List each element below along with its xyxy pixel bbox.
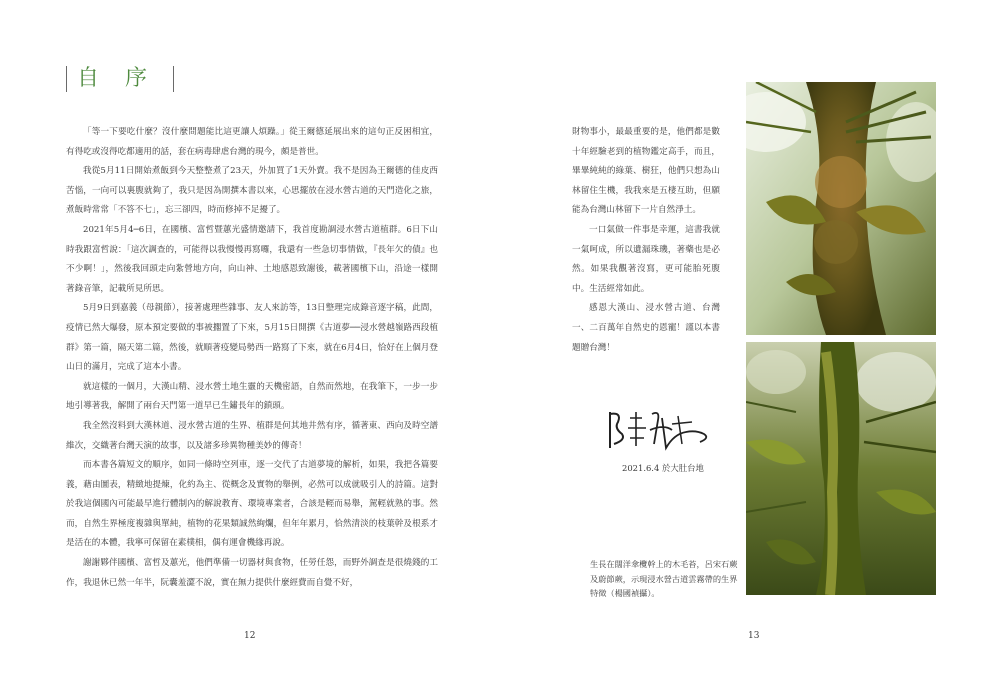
paragraph: 財物事小，最最重要的是，他們都是數十年經驗老到的植物鑑定高手，而且，畢畢純純的綠葉、樹狂，他們只想為山林留住生機，我我來是五棲互助，但願能為台灣山林留下一片自然淨土。	[572, 127, 720, 216]
title-right-bar	[173, 66, 174, 92]
paragraph: 2021年5月4─6日，在國檳、富哲暨蕙光盛情邀請下，我首度勘調浸水營古道植群。6日下山時我跟富哲說：「這次調查的，可能得以我慢慢再寫囉，我還有一些急切事情做，『長年欠的債』也不少啊！」，然後我回頭走向紮營地方向，向山神、土地感恩致謝後，載著國檳下山，沿途一樣開著錄音筆，記載所見所思。	[66, 224, 438, 294]
author-signature	[600, 404, 720, 454]
moss-tree-photo-bottom	[746, 342, 936, 595]
left-column-text	[66, 123, 438, 593]
signature-date: 2021.6.4 於大肚台地	[622, 463, 704, 473]
page-title: 自序	[77, 66, 174, 91]
paragraph: 謝謝夥伴國檳、富哲及蕙光，他們準備一切器材與食物，任勞任怨，而野外調查是很燒錢的工作，我退休已然一年半，阮囊羞澀不說，實在無力提供什麼經費而自覺不好，	[66, 558, 438, 588]
paragraph: 我從5月11日開始煮飯到今天整整煮了23天，外加買了1天外賣。我不是因為王爾德的佳皮西苦惱，一向可以裏腹就夠了，我只是因為開撰本書以來，心思擺放在浸水營古道的天門造化之旅，煮飯時常常「不答不七」，忘三卻四，時而修掉不足擾了。	[66, 166, 438, 216]
paragraph: 而本書各篇短文的順序，如同一條時空列車，逐一交代了古道夢境的解析，如果，我把各篇要義，藉由圖表，精緻地提煉，化約為主、從概念及實物的舉例，必然可以成就吸引人的詩篇。這對於我這個國內可能最早進行體制內的解說教育、環境專業者，合該是輕而易舉，駕輕就熟的事。然而，自然生界極度複雜與單純，植物的花果類誠然絢爛，但年年累月，恰然清淡的枝葉幹及根系才是活在的本體，我寧可保留在素樸相，偶有運會機緣再說。	[66, 460, 438, 549]
paragraph: 感恩大漢山、浸水營古道、台灣一、二百萬年自然史的恩寵！謹以本書題贈台灣！	[572, 303, 720, 353]
paragraph: 我全然沒料到大漢林道、浸水營古道的生界、植群是何其地井然有序，循著東、西向及時空譜維次，交織著台灣天演的故事，以及諸多珍異物種美妙的傳奇！	[66, 420, 438, 451]
page-title-wrap	[66, 66, 174, 92]
photo-caption: 生長在闊洋傘欖幹上的木毛苔，呂宋石蕨及蔚節蕨，示現浸水營古道雲霧帶的生界特徵（楊國禎攝）。	[590, 559, 738, 598]
paragraph: 一口氣做一件事是幸運，這書我就一氣呵成，所以遺漏珠璣，著藥也是必然。如果我觀著沒寫，更可能胎死腹中。生活經常如此。	[572, 224, 720, 294]
moss-tree-photo-top	[746, 82, 936, 335]
page-number-right: 13	[748, 631, 760, 641]
right-column-text	[572, 123, 720, 358]
page-number-left: 12	[244, 631, 256, 641]
paragraph: 「等一下要吃什麼？沒什麼問題能比這更讓人煩躁。」從王爾德延展出來的這句正反困相宜，有得吃或沒得吃都適用的話，套在病毒肆虐台灣的現今，頗是普世。	[66, 127, 438, 157]
paragraph: 5月9日到嘉義（母親節），接著處理些雜事、友人來訪等，13日整理完成錄音逐字稿，此間，疫情已然大爆發，原本預定要做的事被擱置了下來，5月15日開撰《古道夢──浸水營越嶺路西段植群》第一篇，隔天第二篇，然後，就順著疫變局勢西一路寫了下來，就在6月4日，恰好在上個月登山日的滿月，完成了這本小書。	[66, 303, 438, 373]
paragraph: 就這樣的一個月，大漢山精、浸水營土地生靈的天機密語，自然而然地，在我筆下，一步一步地引導著我，解開了兩台天門第一道早已生鏽長年的鎖頭。	[66, 381, 438, 412]
